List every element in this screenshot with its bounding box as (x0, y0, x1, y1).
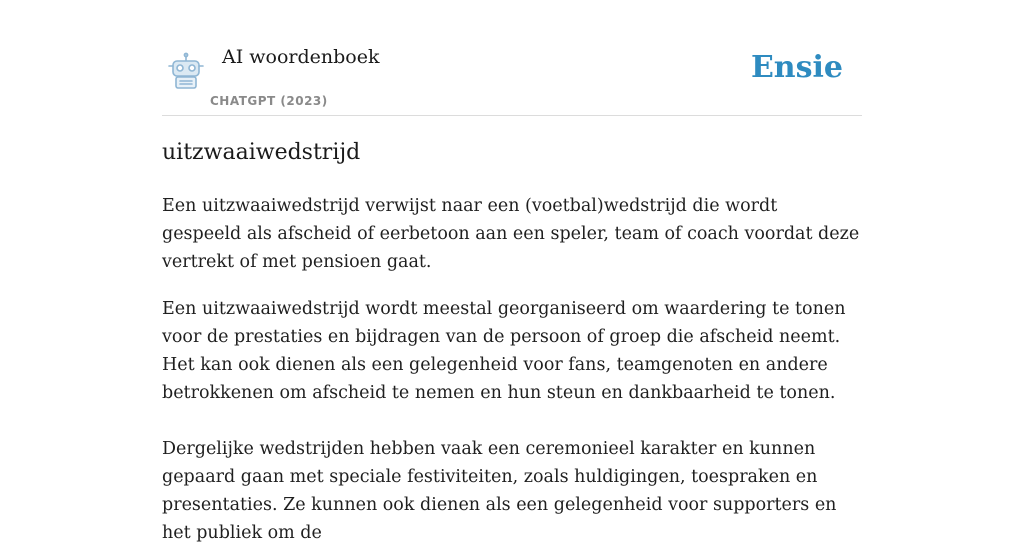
entry-card (162, 0, 862, 543)
definition-paragraph-3: Dergelijke wedstrijden hebben vaak een ceremonieel karakter en kunnen gepaard gaan met speciale festiviteiten, zoals huldigingen, toespraken en presentaties. Ze kunnen ook dienen als een gelegenheid voor supporters en het publiek om de (162, 439, 837, 543)
brand-logo[interactable]: Ensie (750, 50, 843, 85)
source-label: CHATGPT (2023) (210, 94, 328, 108)
definition-paragraph-1: Een uitzwaaiwedstrijd verwijst naar een (voetbal)wedstrijd die wordt gespeeld als afscheid of eerbetoon aan een speler, team of coach voordat deze vertrekt of met pensioen gaat. (162, 196, 860, 272)
definition-paragraph-2: Een uitzwaaiwedstrijd wordt meestal georganiseerd om waardering te tonen voor de prestaties en bijdragen van de persoon of groep die afscheid neemt. Het kan ook dienen als een gelegenheid voor fans, teamgenoten en andere betrokkenen om afscheid te nemen en hun steun en dankbaarheid te tonen. (162, 299, 846, 403)
entry-header (162, 0, 862, 116)
entry-term: uitzwaaiwedstrijd (162, 140, 361, 165)
dictionary-title[interactable]: AI woordenboek (222, 46, 380, 68)
robot-icon (166, 52, 206, 90)
